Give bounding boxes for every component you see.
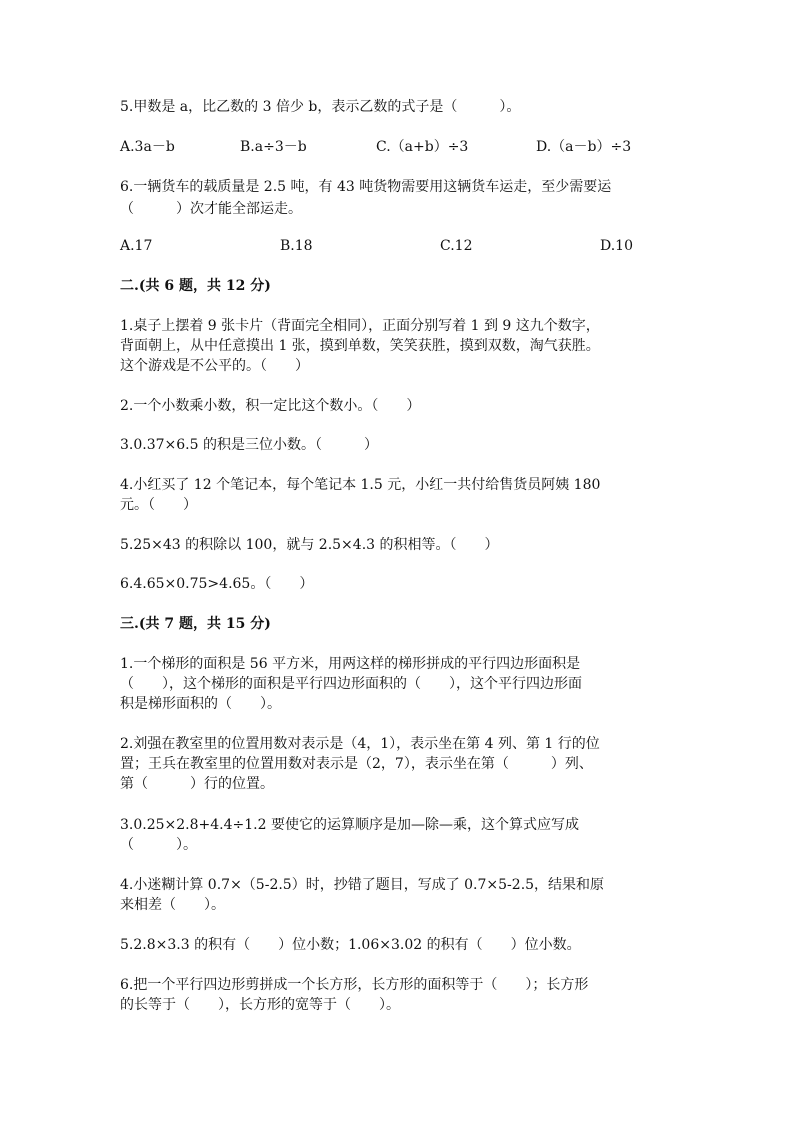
- question-p1-6-line1: 6.一辆货车的载质量是 2.5 吨，有 43 吨货物需要用这辆货车运走，至少需要运: [120, 179, 612, 195]
- question-p2-1-line2: 背面朝上，从中任意摸出 1 张，摸到单数，笑笑获胜，摸到双数，淘气获胜。: [120, 338, 600, 354]
- option-p1-5-c: C.（a+b）÷3: [376, 139, 469, 155]
- option-p1-6-a: A.17: [120, 238, 153, 254]
- question-p3-6-line2: 的长等于（ ），长方形的宽等于（ ）。: [120, 997, 400, 1013]
- option-p1-6-b: B.18: [280, 238, 313, 254]
- question-p3-3-line1: 3.0.25×2.8+4.4÷1.2 要使它的运算顺序是加—除—乘，这个算式应写成: [120, 817, 579, 833]
- option-p1-5-b: B.a÷3－b: [240, 139, 307, 155]
- question-p3-5: 5.2.8×3.3 的积有（ ）位小数；1.06×3.02 的积有（ ）位小数。: [120, 937, 581, 953]
- question-p3-1-line2: （ ），这个梯形的面积是平行四边形面积的（ ），这个平行四边形面: [120, 676, 582, 692]
- option-p1-5-a: A.3a－b: [120, 139, 175, 155]
- question-p2-6: 6.4.65×0.75>4.65。（ ）: [120, 576, 314, 592]
- question-p2-4-line1: 4.小红买了 12 个笔记本，每个笔记本 1.5 元，小红一共付给售货员阿姨 180: [120, 477, 601, 493]
- option-p1-6-d: D.10: [600, 238, 633, 254]
- question-p3-2-line2: 置；王兵在教室里的位置用数对表示是（2，7），表示坐在第（ ）列、: [120, 756, 593, 772]
- question-p3-1-line1: 1.一个梯形的面积是 56 平方米，用两这样的梯形拼成的平行四边形面积是: [120, 656, 581, 672]
- question-p2-4-line2: 元。（ ）: [120, 497, 197, 513]
- section-header-2: 二.(共 6 题，共 12 分): [120, 278, 271, 294]
- question-p3-4-line1: 4.小迷糊计算 0.7×（5-2.5）时，抄错了题目，写成了 0.7×5-2.5，结果和原: [120, 877, 605, 893]
- question-p3-4-line2: 来相差（ ）。: [120, 897, 225, 913]
- question-p1-6-line2: （ ）次才能全部运走。: [120, 201, 302, 217]
- question-p2-3: 3.0.37×6.5 的积是三位小数。（ ）: [120, 437, 378, 453]
- question-p3-1-line3: 积是梯形面积的（ ）。: [120, 696, 281, 712]
- question-p3-2-line3: 第（ ）行的位置。: [120, 776, 274, 792]
- question-p3-6-line1: 6.把一个平行四边形剪拼成一个长方形，长方形的面积等于（ ）；长方形: [120, 977, 589, 993]
- question-p3-3-line2: （ ）。: [120, 837, 197, 853]
- section-header-3: 三.(共 7 题，共 15 分): [120, 616, 271, 632]
- option-p1-6-c: C.12: [440, 238, 473, 254]
- question-p1-5: 5.甲数是 a，比乙数的 3 倍少 b，表示乙数的式子是（ ）。: [120, 99, 521, 115]
- question-p2-5: 5.25×43 的积除以 100，就与 2.5×4.3 的积相等。（ ）: [120, 537, 499, 553]
- question-p2-1-line3: 这个游戏是不公平的。（ ）: [120, 358, 309, 374]
- question-p2-2: 2.一个小数乘小数，积一定比这个数小。（ ）: [120, 398, 421, 414]
- question-p2-1-line1: 1.桌子上摆着 9 张卡片（背面完全相同），正面分别写着 1 到 9 这九个数字，: [120, 318, 600, 334]
- option-p1-5-d: D.（a－b）÷3: [536, 139, 632, 155]
- question-p3-2-line1: 2.刘强在教室里的位置用数对表示是（4，1），表示坐在第 4 列、第 1 行的位: [120, 736, 600, 752]
